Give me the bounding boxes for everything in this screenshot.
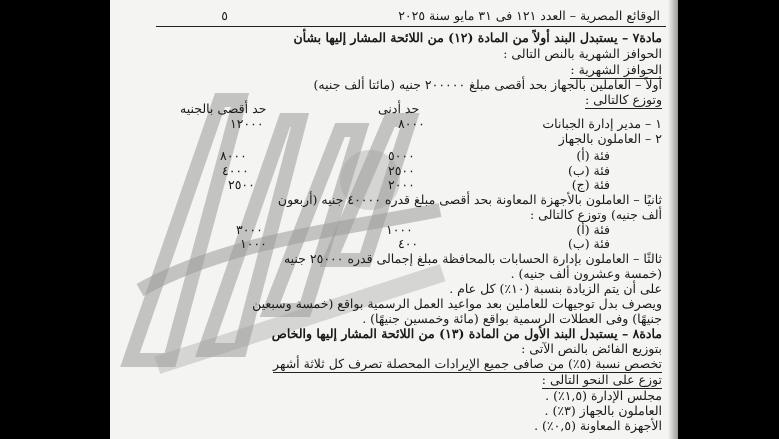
category-c-label: فئة (ج) bbox=[571, 177, 610, 192]
item-second-text: ثانيًا – العاملون بالأجهزة المعاونة بحد أقصى مبلغ قدره ٤٠٠٠٠ جنيه (أربعون bbox=[277, 192, 662, 207]
row-staff-label: ٢ – العاملون بالجهاز bbox=[558, 131, 662, 146]
page-number: ٥ bbox=[221, 8, 228, 23]
article-8-continuation: بتوزيع الفائض بالنص الآتى : bbox=[521, 341, 662, 356]
allowance-text: ويصرف بدل توجيهات للعاملين بعد مواعيد العمل الرسمية بواقع (خمسة وسبعين bbox=[252, 296, 662, 311]
row-cemeteries-label: ١ – مدير إدارة الجبانات bbox=[542, 116, 662, 131]
item-first-text: أولاً – العاملين بالجهاز بحد أقصى مبلغ ٢٠٠٠٠٠ جنيه (مائتا ألف جنيه) bbox=[313, 77, 662, 92]
page-edge-shadow bbox=[668, 0, 678, 439]
item-third-continuation: (خمسة وعشرون ألف جنيه) . bbox=[510, 266, 662, 281]
table-cell-min: ٢٥٠٠ bbox=[388, 163, 415, 178]
table-cell-max: ٨٠٠٠ bbox=[220, 148, 247, 163]
table-cell-min: ٢٠٠٠ bbox=[388, 177, 415, 192]
item-second-continuation: ألف جنيه) وتوزع كالتالى : bbox=[529, 207, 662, 222]
table-cell-min: ٨٠٠٠ bbox=[398, 116, 425, 131]
allowance-continuation: جنيهًا) وفى العطلات الرسمية بواقع (مائة وخمسين جنيهًا) . bbox=[362, 311, 662, 326]
table-cell-max: ٢٥٠٠ bbox=[228, 177, 255, 192]
board-share-text: مجلس الإدارة (١,٥٪) . bbox=[545, 388, 662, 403]
table-cell-min: ١٠٠٠ bbox=[386, 222, 413, 237]
article-7-continuation: الحوافز الشهرية بالنص التالى : bbox=[503, 46, 662, 61]
category-a-label: فئة (أ) bbox=[576, 148, 610, 163]
article-7-text: مادة٧ – يستبدل البند أولاً من المادة (١٢) من اللائحة المشار إليها بشأن bbox=[293, 30, 662, 45]
table-cell-max: ١٢٠٠٠ bbox=[230, 116, 264, 131]
surplus-allocation-text: تخصص نسبة (٥٪) من صافى جميع الإيرادات المحصلة تصرف كل ثلاثة أشهر bbox=[273, 356, 662, 371]
table-header-min: حد أدنى bbox=[378, 101, 420, 116]
table-cell-max: ٣٠٠٠ bbox=[236, 222, 263, 237]
staff-share-text: العاملون بالجهاز (٣٪) . bbox=[544, 403, 662, 418]
table-cell-max: ٤٠٠٠ bbox=[222, 163, 249, 178]
table-cell-max: ١٠٠٠ bbox=[240, 236, 267, 251]
monthly-incentives-heading: الحوافز الشهرية : bbox=[570, 62, 662, 77]
category-b-label: فئة (ب) bbox=[568, 163, 610, 178]
table-header-max: حد أقصى بالجنيه bbox=[180, 101, 267, 116]
article-8-text: مادة٨ – يستبدل البند الأول من المادة (١٣) من اللائحة المشار إليها والخاص bbox=[271, 326, 662, 341]
table-cell-min: ٤٠٠ bbox=[398, 236, 419, 251]
assist-category-a-label: فئة (أ) bbox=[576, 222, 610, 237]
assist-category-b-label: فئة (ب) bbox=[568, 236, 610, 251]
page-header-title: الوقائع المصرية – العدد ١٢١ فى ٣١ مايو سنة ٢٠٢٥ bbox=[398, 8, 660, 23]
annual-increase-text: على أن يتم الزيادة بنسبة (١٠٪) كل عام . bbox=[449, 281, 662, 296]
document-page bbox=[110, 0, 678, 439]
assist-share-text: الأجهزة المعاونة (٠,٥٪) . bbox=[534, 418, 662, 433]
distribution-heading: وتوزع كالتالى : bbox=[584, 92, 662, 107]
header-rule bbox=[156, 26, 666, 27]
distribution-method-heading: توزع على النحو التالى : bbox=[541, 372, 662, 387]
table-cell-min: ٥٠٠٠ bbox=[388, 148, 415, 163]
item-third-text: ثالثًا – العاملون بإدارة الحسابات بالمحافظة مبلغ إجمالى قدره ٢٥٠٠٠ جنيه bbox=[283, 251, 662, 266]
